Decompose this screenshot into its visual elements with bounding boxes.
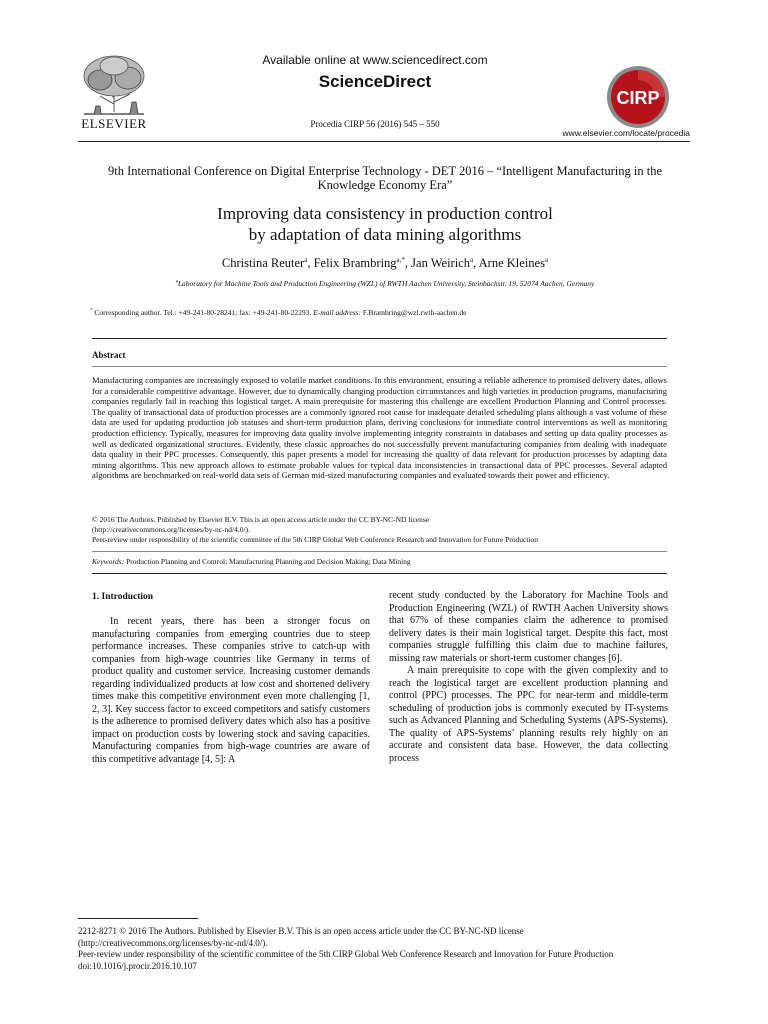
footer-copyright bbox=[78, 926, 688, 972]
author: Christina Reuter$^a$, bbox=[221, 256, 314, 271]
abstract-body: Manufacturing companies are increasingly exposed to volatile market conditions. In this environment, ensuring a reliable adherence to promised delivery dates, allows for a considerable competitive advantage. However, due to dynamically changing production circumstances and high varieties in production programs, manufacturing companies regularly fail in reaching this logistical target. A main prerequisite for mastering this challenge are excellent Production Planning and Control processes. The quality of transactional data of production processes are a commonly ignored root cause for inadequate detailed scheduling plans although a vast volume of these data are used for updating production job statuses and short-term production plans, deriving conclusions for immediate control interventions as well as monitoring production efficiency. Typically, measures for improving data quality involve implementing integrity constraints in databases and setting up data quality processes as well as dedicated organizational structures. Evidently, these classic approaches do not successfully prevent manufacturing companies from dealing with inadequate data quality in their PPC processes. Consequently, this paper presents a model for increasing the quality of data relevant for production processes by adapting data mining algorithms. This new approach allows to estimate probable values for typical data inconsistencies in transactional data of PPC processes. Several adapted algorithms are benchmarked on real-world data sets of German mid-sized manufacturing companies and evaluated towards their power and efficiency. bbox=[92, 375, 667, 481]
cirp-logo-text: CIRP bbox=[616, 88, 660, 108]
footer-license-link[interactable]: (http://creativecommons.org/licenses/by-nc-nd/4.0/). bbox=[78, 937, 268, 948]
journal-reference: Procedia CIRP 56 (2016) 545 – 550 bbox=[310, 119, 440, 129]
title-line-2: by adaptation of data mining algorithms bbox=[248, 225, 522, 244]
paper-title bbox=[100, 203, 670, 245]
abstract-heading-rule bbox=[92, 366, 667, 367]
header-rule bbox=[78, 141, 690, 142]
paragraph: recent study conducted by the Laboratory for Machine Tools and Production Engineering (WZL) of RWTH Aachen University shows that 67% of these companies claim the adherence to promised delivery dates is their main logistical target. Despite this fact, most companies struggle fulfilling this claim due to machine failures, missing raw materials or short-term customer changes [6]. bbox=[389, 590, 668, 664]
title-line-1: Improving data consistency in production control bbox=[217, 204, 553, 223]
left-column bbox=[92, 616, 370, 766]
license-link[interactable]: (http://creativecommons.org/licenses/by-nc-nd/4.0/). bbox=[92, 525, 250, 534]
author: Arne Kleines$^a$ bbox=[478, 256, 549, 271]
email-link[interactable]: F.Brambring@wzl.rwth-aachen.de bbox=[362, 308, 467, 317]
keywords: Keywords: Production Planning and Control; Manufacturing Planning and Decision Making; Data Mining bbox=[92, 557, 411, 566]
footer-peer-review: Peer-review under responsibility of the scientific committee of the 5th CIRP Global Web Conference Research and Innovation for Future Production bbox=[78, 949, 614, 959]
author-list bbox=[100, 256, 670, 271]
section-heading: 1. Introduction bbox=[92, 592, 154, 602]
sciencedirect-wordmark: ScienceDirect bbox=[318, 72, 432, 91]
keywords-top-rule bbox=[92, 551, 667, 552]
abstract-license: © 2016 The Authors. Published by Elsevier B.V. This is an open access article under the CC BY-NC-ND license (http://creativecommons.org/licenses/by-nc-nd/4.0/). Peer-review under responsibility of the scientific committee of the 5th CIRP Global Web Conference Research and Innovation for Future Production bbox=[92, 515, 667, 545]
author: Jan Weirich$^a$, bbox=[411, 256, 479, 271]
footer-rule bbox=[78, 918, 198, 919]
abstract-top-rule bbox=[92, 338, 667, 339]
right-column bbox=[389, 590, 668, 765]
author: Felix Brambring$^{a,*}$, bbox=[313, 256, 412, 271]
available-online-text: Available online at www.sciencedirect.com bbox=[262, 53, 488, 67]
conference-name: 9th International Conference on Digital Enterprise Technology - DET 2016 – “Intelligent Manufacturing in the Knowledge Economy Era” bbox=[107, 164, 663, 192]
doi-link[interactable]: doi:10.1016/j.procir.2016.10.107 bbox=[78, 960, 197, 971]
issn-line: 2212-8271 © 2016 The Authors. Published by Elsevier B.V. This is an open access article under the CC BY-NC-ND license bbox=[78, 926, 524, 936]
locate-procedia-link[interactable]: www.elsevier.com/locate/procedia bbox=[562, 128, 690, 138]
corresponding-author-note: * Corresponding author. Tel.: +49-241-80-28241; fax: +49-241-80-22293. E-mail address: F.Brambring@wzl.rwth-aachen.de bbox=[90, 308, 467, 317]
paragraph: In recent years, there has been a stronger focus on manufacturing companies from emerging countries due to steep performance increases. These companies strive to catch-up with companies from high-wage countries like Germany in terms of product quality and customer service. Increasing customer demands regarding individualized products at low cost and shortened delivery times make this competitive environment even more challenging [1, 2, 3]. Key success factor to exceed competitors and satisfy customers is the adherence to promised delivery dates which also has a positive impact on production costs by lowering stock and saving capacities. Manufacturing companies from high-wage countries are aware of this competitive advantage [4, 5]: A bbox=[92, 616, 370, 765]
paragraph: A main prerequisite to cope with the given complexity and to reach the logistical target are excellent production planning and control (PPC) processes. The PPC for near-term and middle-term scheduling of production jobs is commonly executed by IT-systems such as Advanced Planning and Scheduling Systems (APS-Systems). The quality of APS-Systems’ planning results rely highly on an accurate and consistent data base. However, the data collecting process bbox=[389, 665, 668, 764]
elsevier-wordmark: ELSEVIER bbox=[81, 116, 147, 131]
abstract-heading: Abstract bbox=[92, 350, 126, 360]
keywords-bottom-rule bbox=[92, 573, 667, 574]
cirp-logo-icon bbox=[605, 64, 671, 130]
affiliation: $^a$Laboratory for Machine Tools and Production Engineering (WZL) of RWTH Aachen University, Steinbachstr. 19, 52074 Aachen, Germany bbox=[175, 279, 595, 288]
